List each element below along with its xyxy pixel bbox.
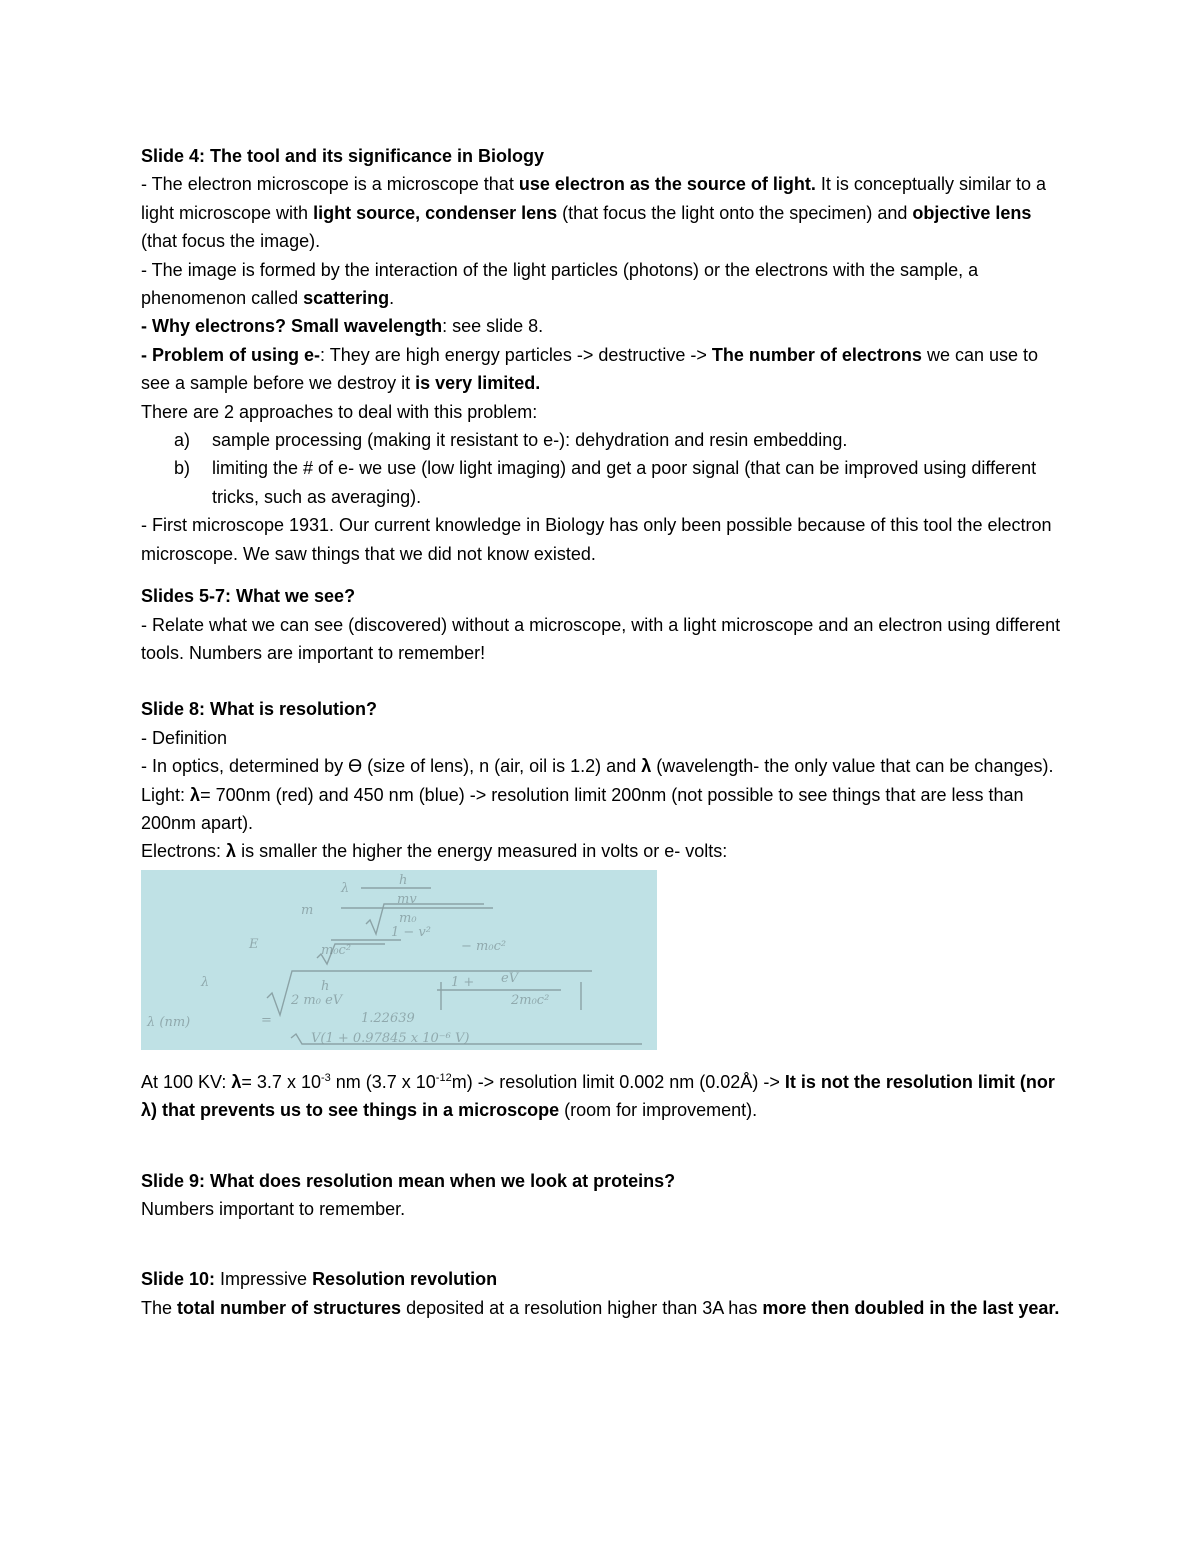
slide8-heading: Slide 8: What is resolution? (141, 699, 378, 720)
list-item-text: limiting the # of e- we use (low light imaging) and get a poor signal (that can be improved using different tricks, such as averaging). (212, 458, 1037, 507)
slides5-7-heading: Slides 5-7: What we see? (141, 586, 356, 607)
document-page (141, 142, 1061, 1322)
slide8-paragraph-4: Electrons: λ is smaller the higher the energy measured in volts or e- volts: (141, 841, 728, 862)
svg-text:m: m (301, 902, 314, 918)
slide4-paragraph-6: - First microscope 1931. Our current knowledge in Biology has only been possible because of this tool the electron microscope. We saw things that we did not know existed. (141, 515, 1052, 564)
svg-text:E: E (249, 936, 259, 952)
list-item (141, 426, 1061, 454)
slide8-paragraph-3: Light: λ= 700nm (red) and 450 nm (blue) -> resolution limit 200nm (not possible to see things that are less than 200nm apart). (141, 784, 1024, 833)
slide9-heading: Slide 9: What does resolution mean when we look at proteins? (141, 1170, 676, 1191)
slide4-paragraph-3: - Why electrons? Small wavelength: see slide 8. (141, 316, 544, 337)
svg-text:=: = (261, 1012, 272, 1028)
slide4-paragraph-2: - The image is formed by the interaction of the light particles (photons) or the electrons with the sample, a phenomenon called scattering. (141, 259, 979, 309)
slide4-paragraph-1: - The electron microscope is a microscope that use electron as the source of light. It is conceptually similar to a light microscope with light source, condenser lens (that focus the light onto the specimen) and objective lens (that focus the image). (141, 174, 1046, 252)
svg-text:2m₀c²: 2m₀c² (511, 992, 550, 1008)
svg-text:m₀c²: m₀c² (321, 942, 352, 958)
svg-text:λ (nm): λ (nm) (147, 1014, 191, 1030)
svg-text:h: h (321, 978, 330, 994)
svg-text:1 − v²: 1 − v² (391, 924, 431, 940)
svg-text:2 m₀ eV: 2 m₀ eV (291, 992, 343, 1008)
svg-text:m₀: m₀ (399, 910, 417, 926)
svg-text:h: h (399, 872, 408, 888)
wavelength-formula-image (141, 870, 657, 1050)
slide8-paragraph-1: - Definition (141, 727, 228, 748)
svg-text:λ: λ (341, 880, 350, 896)
slide8-paragraph-5: At 100 KV: λ= 3.7 x $10^{-3}$ nm (3.7 x $10^{-12}m$) -> resolution limit 0.002 nm (0.02Å) -> It is not the resolution limit (nor λ) that prevents us to see things in a microscope (room for improvement). (141, 1071, 1055, 1121)
slides5-7-paragraph: - Relate what we can see (discovered) without a microscope, with a light microscope and an electron using different tools. Numbers are important to remember! (141, 614, 1061, 663)
svg-text:1 +: 1 + (451, 974, 475, 990)
slide4-paragraph-5: There are 2 approaches to deal with this problem: (141, 401, 538, 422)
slide4-paragraph-4: - Problem of using e-: They are high energy particles -> destructive -> The number of electrons we can use to see a sample before we destroy it is very limited. (141, 344, 1039, 394)
slide8-paragraph-2: - In optics, determined by ϴ (size of lens), n (air, oil is 1.2) and λ (wavelength- the only value that can be changes). (141, 756, 1054, 777)
slide10-heading: Slide 10: Impressive Resolution revolution (141, 1269, 498, 1290)
svg-text:eV: eV (501, 970, 519, 986)
svg-text:1.22639: 1.22639 (361, 1010, 415, 1026)
svg-text:mv: mv (397, 891, 417, 907)
formula-graphic (141, 870, 657, 1050)
list-item-text: sample processing (making it resistant to e-): dehydration and resin embedding. (212, 430, 848, 451)
list-item (141, 454, 1061, 511)
list-marker: b) (174, 458, 191, 479)
slide9-paragraph: Numbers important to remember. (141, 1198, 406, 1219)
slide4-heading: Slide 4: The tool and its significance in Biology (141, 146, 545, 166)
slide10-paragraph: The total number of structures deposited at a resolution higher than 3A has more then doubled in the last year. (141, 1297, 1060, 1318)
svg-text:λ: λ (201, 974, 210, 990)
svg-text:− m₀c²: − m₀c² (461, 938, 507, 954)
list-marker: a) (174, 430, 191, 451)
svg-text:V(1 + 0.97845 x 10⁻⁶ V): V(1 + 0.97845 x 10⁻⁶ V) (311, 1030, 470, 1046)
